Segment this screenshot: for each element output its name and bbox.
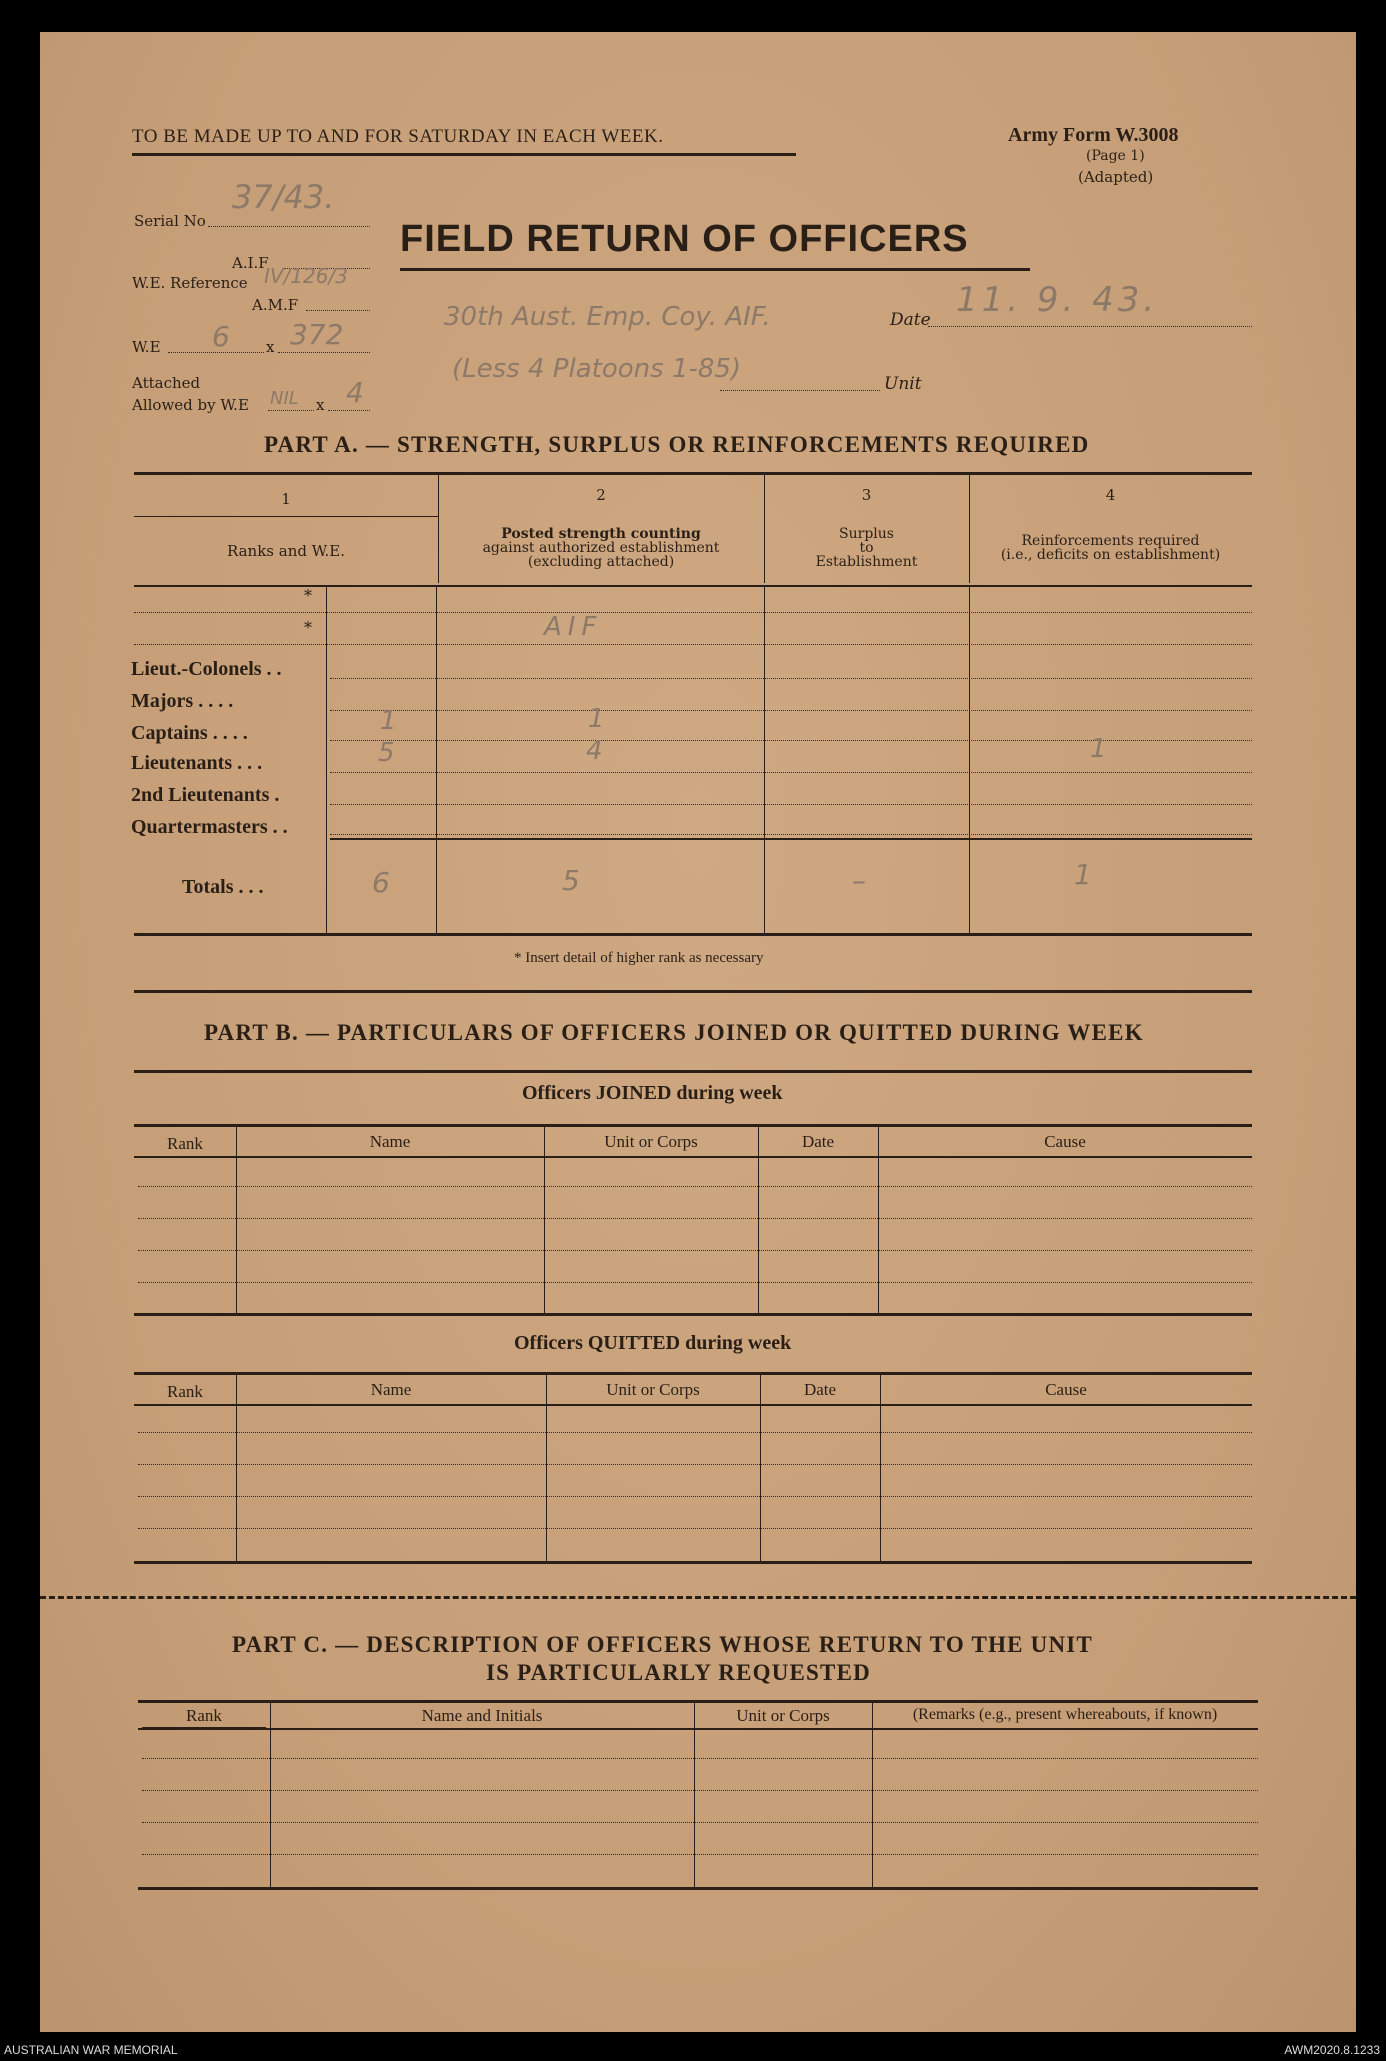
part-c-title-2: IS PARTICULARLY REQUESTED bbox=[486, 1660, 871, 1685]
joined-row-2 bbox=[138, 1218, 1252, 1219]
part-b-top-rule bbox=[134, 990, 1252, 993]
joined-col-date: Date bbox=[801, 1132, 835, 1151]
quitted-col-name: Name bbox=[370, 1380, 412, 1399]
we-x: x bbox=[266, 338, 275, 356]
quitted-bottom-rule bbox=[134, 1561, 1252, 1564]
unit-dots bbox=[720, 390, 880, 391]
quitted-header-rule bbox=[134, 1404, 1252, 1406]
rank-row-line-0 bbox=[330, 678, 1252, 679]
col4-head-2: (i.e., deficits on establishment) bbox=[1000, 547, 1221, 563]
we-ref-value: IV/126/3 bbox=[264, 264, 348, 288]
joined-top-rule bbox=[134, 1124, 1252, 1127]
part-a-title: PART A. — STRENGTH, SURPLUS OR REINFORCEMENTS REQUIRED bbox=[264, 432, 1090, 457]
part-c-bottom-rule bbox=[138, 1887, 1258, 1890]
lieutenants-posted: 4 bbox=[586, 736, 603, 766]
rank-row-line-3 bbox=[330, 772, 1252, 773]
we-ref-label: W.E. Reference bbox=[132, 274, 248, 292]
rank-row-lieut-colonels: Lieut.-Colonels . . bbox=[131, 658, 282, 680]
quitted-row-3 bbox=[138, 1496, 1252, 1497]
part-c-top-rule bbox=[138, 1700, 1258, 1703]
quitted-title: Officers QUITTED during week bbox=[514, 1332, 792, 1354]
form-adapted: (Adapted) bbox=[1078, 168, 1154, 186]
quitted-sep-4 bbox=[880, 1375, 881, 1563]
totals-reinf: 1 bbox=[1074, 858, 1092, 891]
date-dots bbox=[928, 326, 1252, 327]
col4-head-1: Reinforcements required bbox=[1021, 533, 1200, 549]
aif-note: AIF bbox=[544, 612, 603, 642]
part-c-sep-1 bbox=[270, 1703, 271, 1889]
form-title: FIELD RETURN OF OFFICERS bbox=[400, 218, 969, 260]
col2-head-2: against authorized establishment bbox=[482, 540, 720, 556]
quitted-top-rule bbox=[134, 1372, 1252, 1375]
totals-label: Totals . . . bbox=[182, 876, 264, 898]
part-c-row-4 bbox=[142, 1854, 1258, 1855]
part-c-row-3 bbox=[142, 1822, 1258, 1823]
rank-row-line-5 bbox=[330, 834, 1252, 835]
joined-row-3 bbox=[138, 1250, 1252, 1251]
allowed-label: Allowed by W.E bbox=[132, 396, 249, 414]
part-a-header-rule bbox=[134, 585, 1252, 587]
part-c-title-1: PART C. — DESCRIPTION OF OFFICERS WHOSE RETURN TO THE UNIT bbox=[232, 1632, 1093, 1657]
instruction-underline bbox=[132, 153, 796, 156]
part-c-col-remarks: (Remarks (e.g., present whereabouts, if known) bbox=[912, 1706, 1218, 1723]
allowed-x: x bbox=[316, 396, 325, 414]
col3-head-1: Surplus bbox=[839, 526, 894, 542]
serial-dots bbox=[208, 226, 370, 227]
quitted-sep-2 bbox=[546, 1375, 547, 1563]
form-name: Army Form W.3008 bbox=[1008, 124, 1179, 146]
lieutenants-reinf: 1 bbox=[1090, 734, 1107, 764]
joined-col-unit: Unit or Corps bbox=[604, 1132, 698, 1151]
part-c-row-2 bbox=[142, 1790, 1258, 1791]
we-label: W.E bbox=[132, 338, 161, 356]
unit-value-1: 30th Aust. Emp. Coy. AIF. bbox=[444, 302, 771, 332]
lieutenants-we: 5 bbox=[378, 738, 395, 768]
col-number-4: 4 bbox=[1105, 486, 1116, 504]
part-c-col-rank: Rank bbox=[186, 1706, 222, 1725]
joined-sep-3 bbox=[758, 1127, 759, 1313]
rank-row-quartermasters: Quartermasters . . bbox=[131, 816, 288, 838]
allowed-dots-b bbox=[328, 410, 370, 411]
joined-row-1 bbox=[138, 1186, 1252, 1187]
we-value-b: 372 bbox=[290, 318, 344, 351]
star-mark-1: * bbox=[304, 586, 312, 605]
date-value: 11. 9. 43. bbox=[956, 280, 1159, 320]
joined-row-4 bbox=[138, 1282, 1252, 1283]
part-c-header-rule bbox=[138, 1728, 1258, 1730]
unit-label: Unit bbox=[884, 374, 922, 394]
col2-head-3: (excluding attached) bbox=[527, 554, 675, 570]
title-underline bbox=[400, 268, 1030, 271]
footer-credit: AUSTRALIAN WAR MEMORIAL bbox=[4, 2043, 178, 2057]
col3-head-3: Establishment bbox=[815, 554, 918, 570]
part-a-top-rule bbox=[134, 472, 1252, 475]
quitted-row-4 bbox=[138, 1528, 1252, 1529]
quitted-col-rank: Rank bbox=[167, 1382, 203, 1401]
part-c-col-unit: Unit or Corps bbox=[736, 1706, 830, 1725]
part-a-footnote: * Insert detail of higher rank as necessary bbox=[514, 950, 764, 966]
serial-value: 37/43. bbox=[232, 178, 335, 216]
instruction-line: TO BE MADE UP TO AND FOR SATURDAY IN EACH WEEK. bbox=[132, 126, 664, 147]
part-c-col-name: Name and Initials bbox=[421, 1706, 543, 1725]
quitted-row-1 bbox=[138, 1432, 1252, 1433]
captains-posted: 1 bbox=[588, 704, 605, 734]
col2-head-1: Posted strength counting bbox=[501, 526, 701, 542]
part-a-body-sep-2 bbox=[764, 587, 765, 933]
we-dots-b bbox=[278, 352, 370, 353]
captains-we: 1 bbox=[380, 706, 397, 736]
rank-row-line-4 bbox=[330, 804, 1252, 805]
col-number-1: 1 bbox=[281, 490, 291, 508]
allowed-value-b: 4 bbox=[346, 376, 364, 409]
joined-col-name: Name bbox=[369, 1132, 411, 1151]
allowed-value-a: NIL bbox=[270, 388, 299, 409]
quitted-col-cause: Cause bbox=[1045, 1380, 1087, 1399]
joined-col-cause: Cause bbox=[1044, 1132, 1086, 1151]
form-page: (Page 1) bbox=[1086, 148, 1145, 164]
quitted-sep-3 bbox=[760, 1375, 761, 1563]
star-row-2 bbox=[134, 644, 1252, 645]
part-c-row-1 bbox=[142, 1758, 1258, 1759]
joined-sep-1 bbox=[236, 1127, 237, 1313]
totals-surplus: – bbox=[852, 864, 866, 897]
joined-header-rule bbox=[134, 1156, 1252, 1158]
joined-sep-4 bbox=[878, 1127, 879, 1313]
we-value-a: 6 bbox=[212, 320, 230, 353]
serial-label: Serial No bbox=[134, 212, 206, 230]
part-a-totals-rule bbox=[330, 838, 1252, 840]
tear-line bbox=[40, 1596, 1356, 1599]
amf-dots bbox=[306, 310, 370, 311]
unit-value-2: (Less 4 Platoons 1-85) bbox=[452, 354, 742, 384]
amf-label: A.M.F bbox=[252, 296, 299, 314]
quitted-col-unit: Unit or Corps bbox=[606, 1380, 700, 1399]
part-a-body-sep-3 bbox=[969, 587, 970, 933]
star-row-1 bbox=[134, 612, 1252, 613]
part-a-body-sep-we bbox=[326, 587, 327, 933]
quitted-sep-1 bbox=[236, 1375, 237, 1563]
part-a-body-sep-1 bbox=[436, 587, 437, 933]
quitted-col-date: Date bbox=[803, 1380, 837, 1399]
joined-col-rank: Rank bbox=[167, 1134, 203, 1153]
part-b-title: PART B. — PARTICULARS OF OFFICERS JOINED OR QUITTED DURING WEEK bbox=[204, 1020, 1144, 1045]
joined-title: Officers JOINED during week bbox=[522, 1082, 783, 1104]
rank-row-captains: Captains . . . . bbox=[131, 722, 248, 744]
part-c-sep-2 bbox=[694, 1703, 695, 1889]
col-number-3: 3 bbox=[861, 486, 872, 504]
joined-bottom-rule bbox=[134, 1313, 1252, 1316]
totals-posted: 5 bbox=[562, 864, 580, 897]
rank-row-line-2 bbox=[330, 740, 1252, 741]
part-c-sep-3 bbox=[872, 1703, 873, 1889]
col3-head-2: to bbox=[859, 540, 874, 556]
star-mark-2: * bbox=[304, 618, 312, 637]
attached-label: Attached bbox=[132, 374, 201, 392]
joined-sep-2 bbox=[544, 1127, 545, 1313]
quitted-row-2 bbox=[138, 1464, 1252, 1465]
part-b-title-rule bbox=[134, 1070, 1252, 1073]
rank-row-lieutenants: Lieutenants . . . bbox=[131, 752, 263, 774]
allowed-dots-a bbox=[268, 410, 314, 411]
totals-we: 6 bbox=[372, 866, 390, 899]
col1-number-rule bbox=[134, 516, 438, 517]
footer-accession: AWM2020.8.1233 bbox=[1284, 2043, 1380, 2057]
rank-row-line-1 bbox=[330, 710, 1252, 711]
rank-row-majors: Majors . . . . bbox=[131, 690, 234, 712]
date-label: Date bbox=[890, 310, 931, 330]
part-a-bottom-rule bbox=[134, 933, 1252, 936]
col1-head: Ranks and W.E. bbox=[226, 542, 346, 560]
rank-row-2nd-lieutenants: 2nd Lieutenants . bbox=[131, 784, 280, 806]
aif-label: A.I.F bbox=[232, 254, 269, 272]
col-number-2: 2 bbox=[596, 486, 606, 504]
